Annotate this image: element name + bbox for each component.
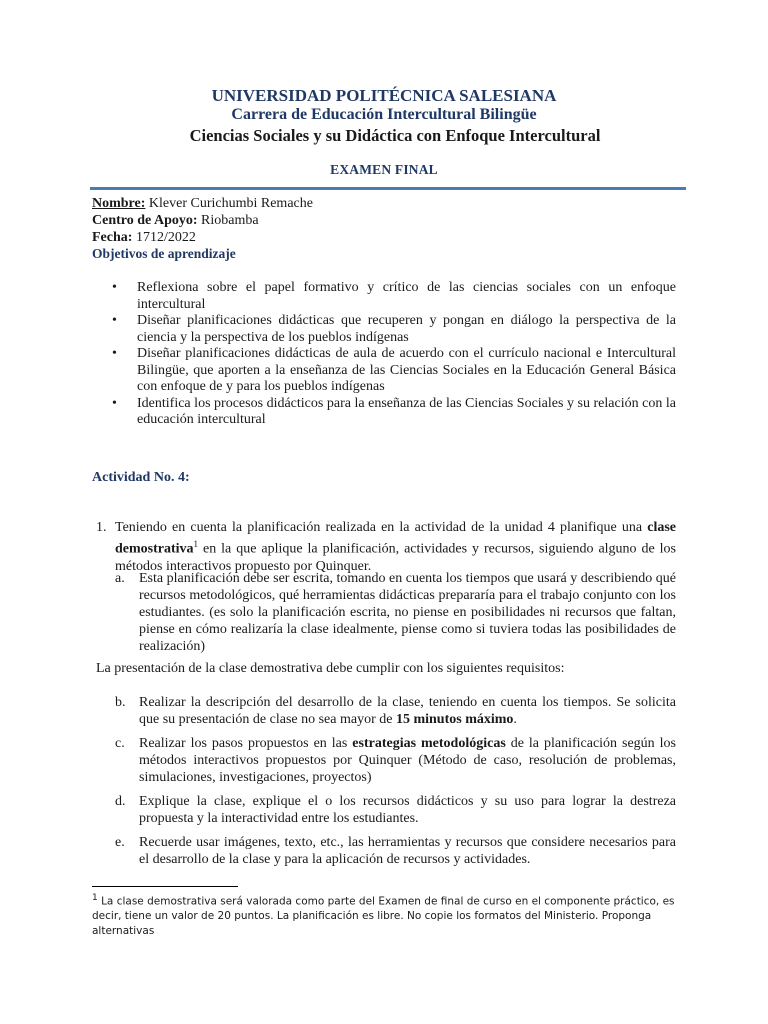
sub-c-bold: estrategias metodológicas: [352, 736, 506, 751]
objective-text: Identifica los procesos didácticos para la enseñanza de las Ciencias Sociales y su relación con la educación intercultural: [137, 395, 676, 427]
name-label: Nombre:: [92, 196, 146, 211]
item-1-text-b: en la que aplique la planificación, actividades y recursos, siguiendo alguno de los métodos interactivos propuesto por Quinquer.: [115, 541, 676, 574]
sub-d-letter: d.: [115, 794, 126, 809]
name-value: Klever Curichumbi Remache: [145, 196, 313, 211]
sub-b-bold: 15 minutos máximo: [395, 712, 514, 727]
item-1-text: [115, 519, 676, 575]
sub-b-text-a: Realizar la descripción del desarrollo de la clase, teniendo en cuenta los tiempos. Se solicita que su presentación de clase no sea mayor de: [139, 695, 676, 727]
support-center-line: [92, 212, 259, 229]
sub-c-letter: c.: [115, 736, 125, 751]
student-name-line: [92, 195, 313, 212]
sub-b-letter: b.: [115, 695, 126, 710]
header-divider: [90, 187, 686, 190]
footnote-separator: [92, 886, 238, 887]
activity-heading: Actividad No. 4:: [92, 470, 190, 485]
course-title: Ciencias Sociales y su Didáctica con Enfoque Intercultural: [189, 126, 601, 145]
date-line: [92, 229, 196, 246]
requirements-intro: La presentación de la clase demostrativa debe cumplir con los siguientes requisitos:: [96, 661, 565, 676]
item-1-number: 1.: [96, 520, 107, 535]
sub-d-text: Explique la clase, explique el o los recursos didácticos y su uso para lograr la destreza propuesta y la interactividad entre los estudiantes.: [139, 794, 676, 826]
bullet-icon: •: [112, 395, 117, 411]
item-1-bold: clase demostrativa: [115, 520, 676, 557]
bullet-icon: •: [112, 280, 117, 295]
date-value: 1712/2022: [132, 230, 196, 245]
date-label: Fecha:: [92, 230, 133, 245]
objective-text: Reflexiona sobre el papel formativo y crítico de las ciencias sociales con un enfoque intercultural: [137, 280, 676, 312]
bullet-icon: •: [112, 313, 117, 328]
footnote-mark: 1: [92, 893, 98, 903]
objectives-heading: Objetivos de aprendizaje: [92, 246, 236, 261]
career-title: Carrera de Educación Intercultural Bilingüe: [231, 106, 537, 123]
sub-e-text: Recuerde usar imágenes, texto, etc., las herramientas y recursos que considere necesarios para el desarrollo de la clase y para la aplicación de recursos y actividades.: [139, 835, 676, 867]
sub-b-text-b: .: [513, 712, 517, 727]
footnote-text: La clase demostrativa será valorada como parte del Examen de final de curso en el componente práctico, es decir, tiene un valor de 20 puntos. La planificación es libre. No copie los formatos del Ministerio. Proponga alternativas: [92, 895, 675, 937]
footnote-ref: 1: [193, 539, 199, 549]
footnote: [92, 891, 676, 938]
objective-text: Diseñar planificaciones didácticas de aula de acuerdo con el currículo nacional e Intercultural Bilingüe, que aporten a la enseñanza de las Ciencias Sociales en la Educación General Básica con enfoque de y para los pueblos indígenas: [137, 346, 676, 394]
sub-a-letter: a.: [115, 571, 125, 586]
sub-e-letter: e.: [115, 835, 125, 850]
center-value: Riobamba: [197, 213, 259, 228]
objective-item: [112, 280, 676, 313]
objective-item: [112, 313, 676, 346]
sub-b-text: [139, 694, 676, 728]
objective-text: Diseñar planificaciones didácticas que recuperen y pongan en diálogo la perspectiva de la ciencia y la perspectiva de los pueblos indígenas: [137, 313, 676, 345]
bullet-icon: •: [112, 346, 117, 361]
sub-c-text-a: Realizar los pasos propuestos en las: [139, 736, 353, 751]
item-1-text-a: Teniendo en cuenta la planificación realizada en la actividad de la unidad 4 planifique una: [115, 520, 648, 535]
sub-c-text-b: de la planificación según los métodos interactivos propuestos por Quinquer (Método de caso, resolución de problemas, simulaciones, investigaciones, proyectos): [139, 736, 676, 785]
objective-item: [112, 346, 676, 396]
objective-item: [112, 396, 676, 429]
sub-c-text: [139, 735, 676, 786]
university-title: UNIVERSIDAD POLITÉCNICA SALESIANA: [211, 86, 557, 105]
objectives-list: [112, 280, 676, 429]
center-label: Centro de Apoyo:: [92, 213, 198, 228]
sub-a-text: Esta planificación debe ser escrita, tomando en cuenta los tiempos que usará y describiendo qué recursos metodológicos, qué herramientas didácticas prepararía para el trabajo conjunto con los estudiantes. (es solo la planificación escrita, no piense en posibilidades ni recursos que faltan, piense en cómo realizaría la clase idealmente, piense como si tuviera todas las posibilidades de realización): [139, 571, 676, 654]
exam-title: EXAMEN FINAL: [330, 162, 438, 177]
